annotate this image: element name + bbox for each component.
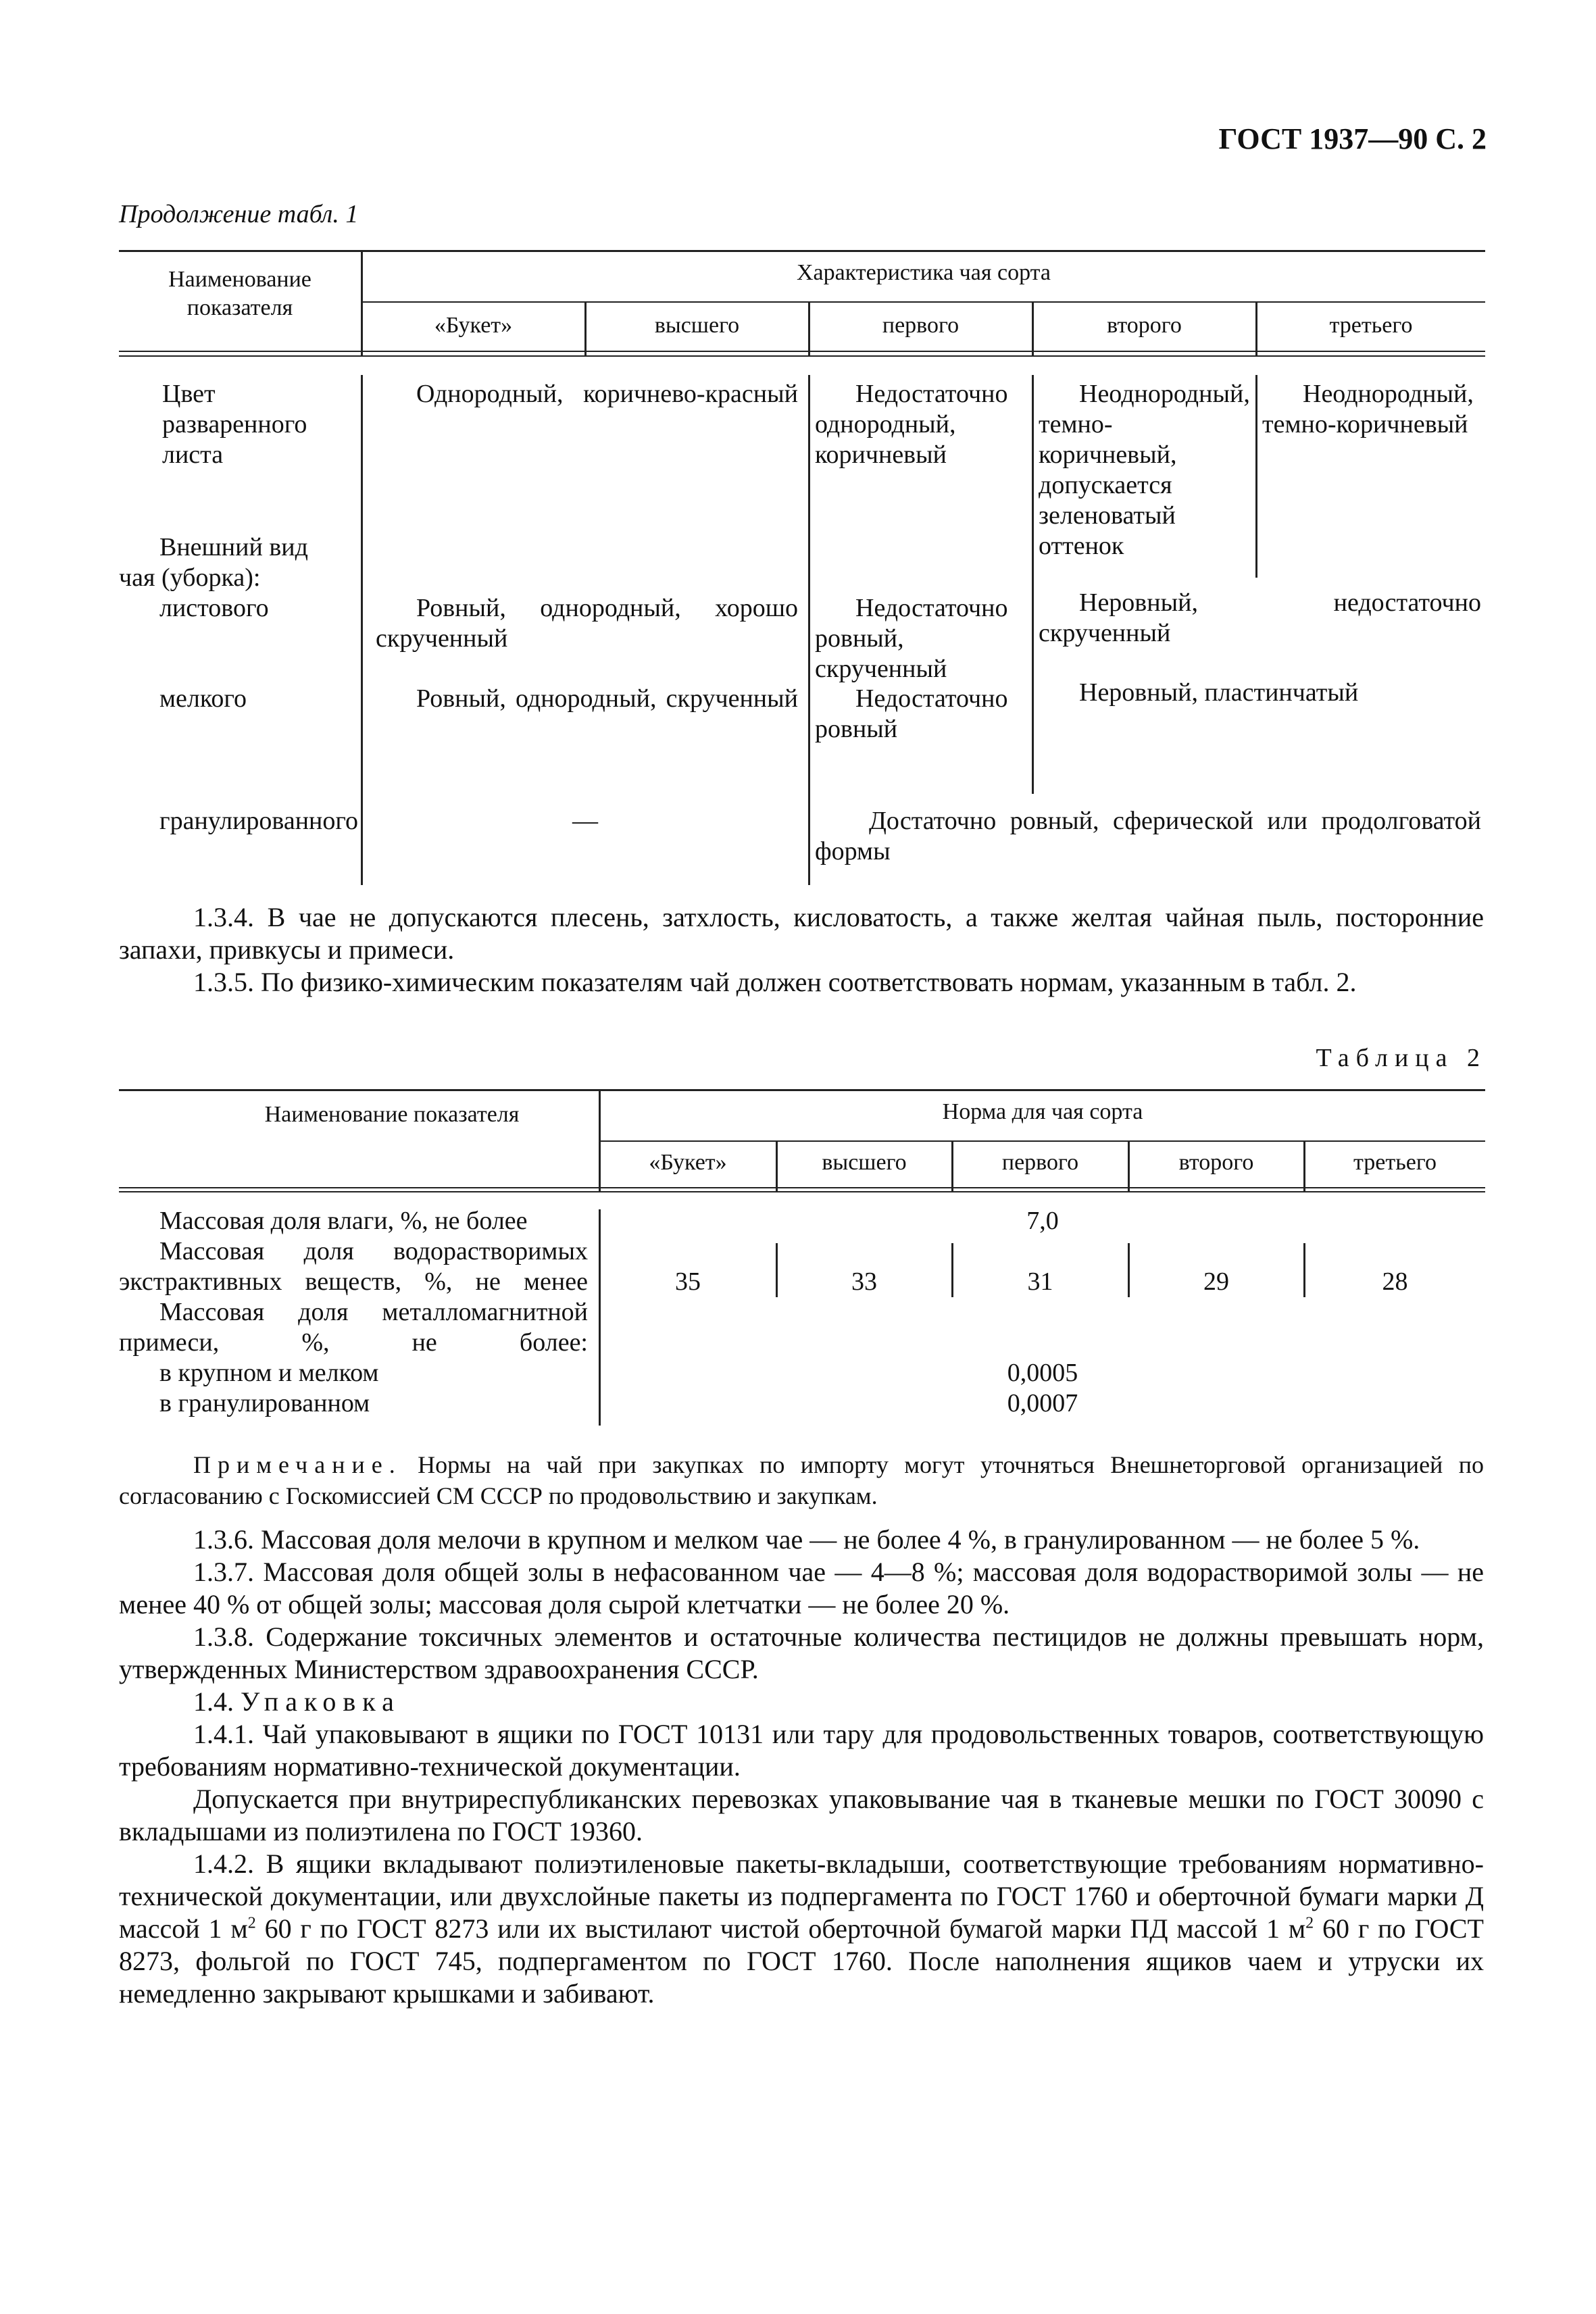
paragraph-1-4-1-b: Допускается при внутриреспубликанских перевозках упаковывание чая в тканевые мешки по ГОСТ 30090 с вкладышами из полиэтилена по ГОСТ 19360. (119, 1784, 1484, 1846)
paragraph-1-3-8: 1.3.8. Содержание токсичных элементов и остаточные количества пестицидов не должны превышать норм, утвержденных Министерством здравоохранения СССР. (119, 1621, 1484, 1684)
paragraph-text: 1.3.4. В чае не допускаются плесень, затхлость, кисловатость, а также желтая чайная пыль, посторонние запахи, привкусы и примеси. (119, 902, 1484, 965)
table-2-col-name-header: Наименование показателя (264, 1102, 520, 1127)
table-1-top-rule (119, 250, 1485, 252)
superscript: 2 (1305, 1914, 1314, 1932)
table-2-row-label: Массовая доля влаги, %, не более (159, 1207, 528, 1235)
section-title: Упаковка (241, 1686, 401, 1717)
table-2-cell: 7,0 (1026, 1207, 1059, 1235)
paragraph-1-3-5 (119, 966, 1484, 999)
paragraph-text: 60 г по ГОСТ 8273 или их выстилают чистой оберточной бумагой марки ПД массой 1 м (255, 1913, 1306, 1944)
paragraph-text: 60 г по ГОСТ 8273, фольгой по ГОСТ 745, подпергаментом по ГОСТ 1760. После наполнения ящиков чаем и утруски их немедленно закрывают крышками и забивают. (119, 1913, 1484, 2009)
table-2-grade-header: первого (1001, 1150, 1079, 1175)
page-header: ГОСТ 1937—90 С. 2 (1218, 122, 1487, 155)
table-1-cell: Неоднородный, темно-коричневый, допускается зеленоватый оттенок (1039, 380, 1250, 560)
table-1-row-label: Цвет разваренного листа (162, 380, 307, 469)
table-2-grade-header: третьего (1353, 1150, 1437, 1175)
table-1-grade-header: первого (882, 313, 959, 338)
table-1-cell: — (572, 807, 598, 835)
body-text (119, 1524, 1484, 2010)
paragraph-1-3-6: 1.3.6. Массовая доля мелочи в крупном и мелком чае — не более 4 %, в гранулированном — не более 5 %. (193, 1524, 1420, 1555)
table-2-note (119, 1449, 1484, 1511)
table-1-cell: Неровный, пластинчатый (1079, 678, 1359, 707)
table-1-grade-header: второго (1107, 313, 1182, 338)
table-1-cell: Ровный, однородный, хорошо скрученный (376, 594, 798, 653)
table-1-cell: Недостаточно ровный (815, 684, 1008, 743)
table-1-group-label: Внешний вид чая (уборка): (119, 533, 308, 592)
table-2-group-rule (600, 1140, 1485, 1142)
table-2-row-label: Массовая доля металломагнитной примеси, %, не более: (119, 1298, 588, 1357)
table-1-vline (1032, 375, 1034, 794)
table-2-cell: 0,0005 (1007, 1359, 1078, 1387)
table-2-row-label: в гранулированном (159, 1389, 370, 1417)
paragraph-text: 1.4.2. В ящики вкладывают полиэтиленовые пакеты-вкладыши, соответствующие требованиям нормативно-технической документации, или двухслойные пакеты из подпергамента по ГОСТ 1760 и оберточной бумаги марки Д массой 1 м (119, 1848, 1484, 1944)
table-2-grade-header: высшего (822, 1150, 907, 1175)
paragraph-text: 1.3.5. По физико-химическим показателям чай должен соответствовать нормам, указанным в табл. 2. (193, 967, 1357, 997)
table-1-row-label: гранулированного (159, 807, 359, 835)
note-text: Нормы на чай при закупках по импорту могут уточняться Внешнеторговой организацией по согласованию с Госкомиссией СМ СССР по продовольствию и закупкам. (119, 1451, 1484, 1509)
table-2-row-label: в крупном и мелком (159, 1359, 379, 1387)
table-1-cell: Недостаточно ровный, скрученный (815, 594, 1008, 683)
table-2-grade-header: «Букет» (649, 1150, 727, 1175)
section-number: 1.4. (193, 1686, 234, 1717)
table-1-cell: Ровный, однородный, скрученный (416, 684, 798, 713)
table-1-header-rule-a (119, 351, 1485, 352)
section-1-4-heading (119, 1686, 1484, 1718)
table-1-grade-header: третьего (1329, 313, 1413, 338)
table-1-row-label: мелкого (159, 684, 247, 713)
table-2-header-rule-b (119, 1191, 1485, 1192)
table-2-top-rule (119, 1089, 1485, 1091)
table-1-grade-header: «Букет» (434, 313, 513, 338)
table-1-header-rule-b (119, 355, 1485, 357)
table-2-cell: 28 (1382, 1267, 1408, 1296)
table-2-row-label: Массовая доля водорастворимых экстрактивных веществ, %, не менее (119, 1237, 588, 1296)
table-2-grade-header: второго (1178, 1150, 1254, 1175)
table-1-cell: Неровный, недостаточно скрученный (1039, 588, 1481, 647)
table-1-group-header: Характеристика чая сорта (796, 260, 1051, 285)
paragraph-1-3-7: 1.3.7. Массовая доля общей золы в нефасованном чае — 4—8 %; массовая доля водорастворимой золы — не менее 40 % от общей золы; массовая доля сырой клетчатки — не более 20 %. (119, 1557, 1484, 1619)
table-2-caption: Таблица 2 (1316, 1044, 1487, 1072)
table-2-cell: 35 (675, 1267, 701, 1296)
table-2-cell: 31 (1027, 1267, 1053, 1296)
note-label: Примечание. (193, 1451, 402, 1478)
table-continuation-label: Продолжение табл. 1 (119, 200, 359, 228)
table-2-group-header: Норма для чая сорта (942, 1099, 1143, 1124)
table-1-col-name-header: Наименование показателя (168, 267, 311, 320)
paragraph-1-4-1: 1.4.1. Чай упаковывают в ящики по ГОСТ 10131 или тару для продовольственных товаров, соответствующую требованиям нормативно-технической документации. (119, 1719, 1484, 1782)
table-1-cell: Однородный, коричнево-красный (416, 380, 798, 408)
table-1-cell: Достаточно ровный, сферической или продолговатой формы (815, 807, 1481, 865)
table-2-header-rule-a (119, 1187, 1485, 1188)
table-2-cell: 33 (851, 1267, 877, 1296)
table-1-grade-header: высшего (654, 313, 740, 338)
superscript: 2 (247, 1914, 256, 1932)
table-1-row-label: листового (159, 594, 269, 622)
paragraph-1-4-2 (119, 1848, 1484, 2010)
table-1-cell: Недостаточно однородный, коричневый (815, 380, 1008, 469)
table-1-cell: Неоднородный, темно-коричневый (1262, 380, 1474, 438)
table-2-cell: 0,0007 (1007, 1389, 1078, 1417)
table-1-vline (808, 375, 810, 885)
table-1-group-rule (362, 301, 1485, 303)
paragraph-1-3-4 (119, 901, 1484, 966)
table-1-vline (1255, 375, 1257, 578)
table-2-cell: 29 (1203, 1267, 1229, 1296)
